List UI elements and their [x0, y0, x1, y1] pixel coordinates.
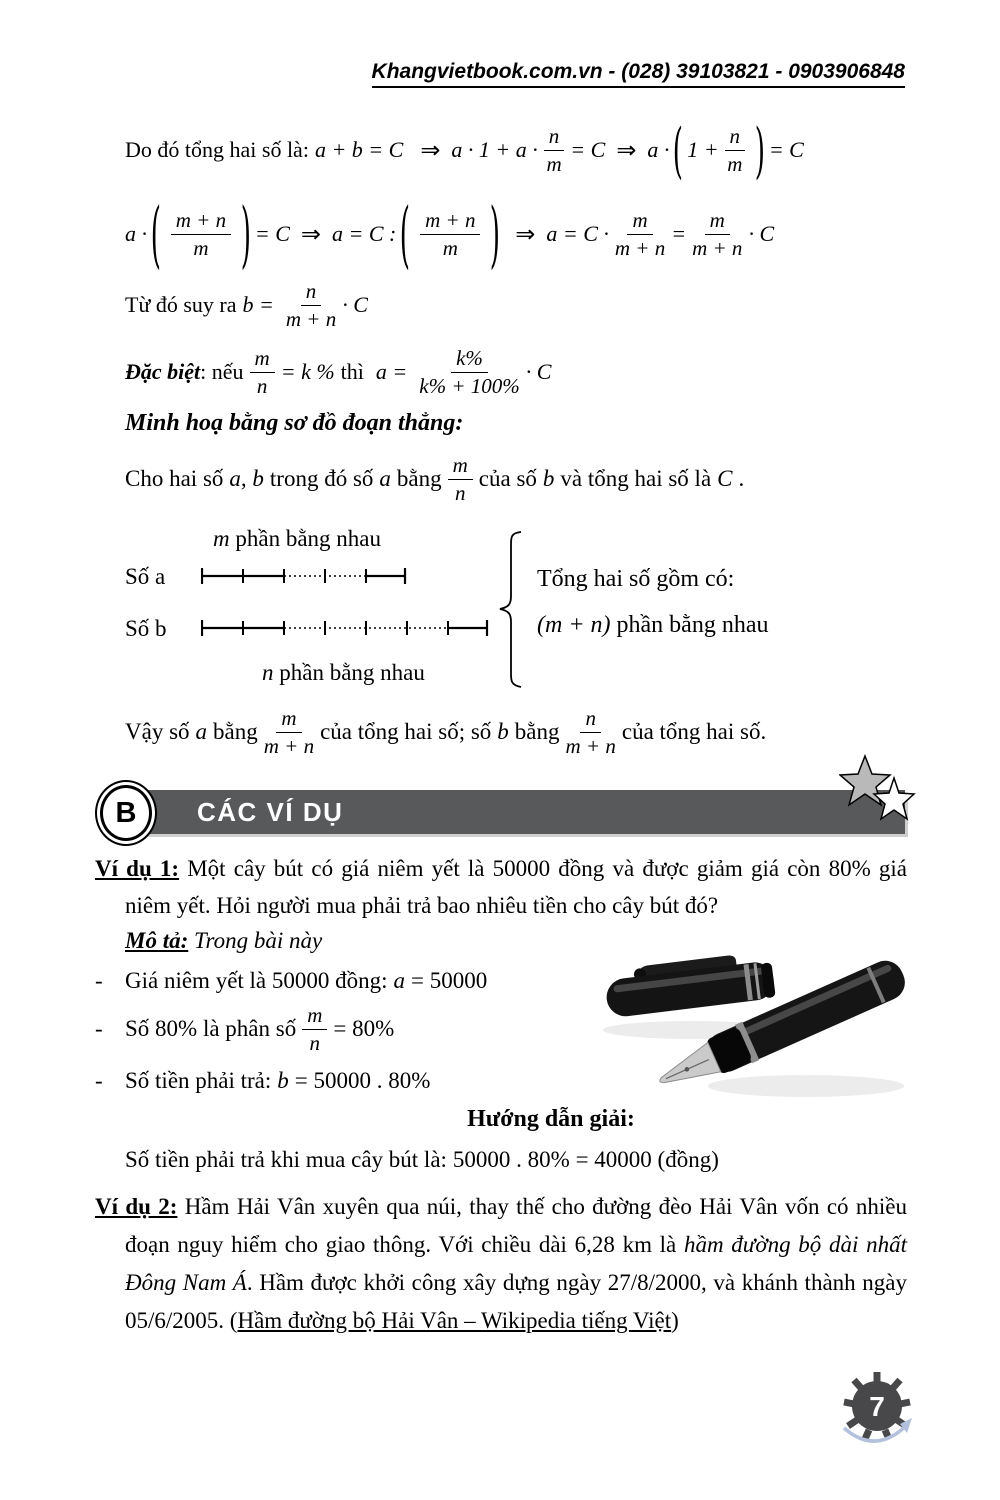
solution-line — [125, 1140, 725, 1180]
derivation-line-1 — [125, 110, 804, 190]
big-paren-close: ) — [240, 191, 252, 277]
segment-line-b — [201, 618, 489, 638]
math: a + b = C — [314, 137, 404, 162]
math: · C — [525, 359, 552, 384]
math: a — [379, 466, 391, 491]
example-2-text-1: Hầm Hải Vân xuyên qua núi, thay thế cho đường đèo Hải Vân vốn có nhiều đoạn nguy hiểm cho giao thông. Với chiều dài 6,28 km là — [125, 1194, 908, 1257]
bullet-1 — [95, 962, 487, 1000]
dac-biet-label: Đặc biệt — [125, 359, 201, 384]
lead-text: Từ đó suy ra — [125, 292, 237, 317]
segment-diagram — [125, 524, 905, 699]
implies-icon: ⇒ — [300, 220, 322, 248]
pen-cap — [603, 950, 776, 1018]
math-var: a — [393, 968, 406, 993]
text: của tổng hai số; số — [320, 719, 492, 744]
big-paren-open: ( — [150, 191, 162, 277]
math: a = — [375, 359, 408, 384]
mota-label: Mô tả: — [125, 928, 189, 953]
intro-line — [125, 448, 744, 510]
stars-decoration — [839, 754, 917, 834]
text: . — [738, 466, 745, 491]
math: b = — [242, 292, 274, 317]
section-badge — [95, 780, 157, 846]
text: của số — [478, 466, 537, 491]
fraction: $\frac{n}{m}$ — [725, 124, 746, 175]
text: bằng — [514, 719, 560, 744]
illustration-heading: Minh hoạ bằng sơ đồ đoạn thẳng: — [125, 410, 464, 436]
example-2-text-3: ) — [671, 1308, 679, 1333]
math: = k % — [280, 359, 335, 384]
lead-text: Do đó tổng hai số là: — [125, 137, 309, 162]
math: = C — [768, 137, 804, 162]
math: = 50000 . 80% — [294, 1068, 431, 1093]
text: Cho hai số — [125, 466, 224, 491]
implies-icon: ⇒ — [420, 136, 441, 164]
math: a · — [647, 137, 670, 162]
brace-icon — [497, 530, 525, 690]
fraction: $\frac{m + n}{m}$ — [420, 208, 480, 259]
derivation-line-3 — [125, 274, 368, 336]
fraction: $\frac{m}{n}$ — [448, 453, 473, 504]
text: và tổng hai số là — [560, 466, 712, 491]
bullet-1-text: Giá niêm yết là 50000 đồng: — [125, 968, 388, 993]
dash: - — [95, 1016, 103, 1041]
math: = 80% — [333, 1016, 395, 1041]
dash: - — [95, 968, 103, 993]
math: a, b — [229, 466, 264, 491]
fraction: $\frac{m}{n}$ — [302, 1003, 327, 1054]
fraction: $\frac{m + n}{m}$ — [171, 208, 231, 259]
example-1-paragraph — [95, 850, 907, 924]
note-line-2: (m + n) phần bằng nhau — [537, 612, 769, 638]
fraction: $\frac{k\%}{k\% + 100\%}$ — [419, 346, 520, 398]
segment-line-a — [201, 566, 407, 586]
derivation-line-4 — [125, 338, 551, 406]
bullet-2-text: Số 80% là phân số — [125, 1016, 297, 1041]
row-a-label: Số a — [125, 564, 166, 589]
math: · C — [342, 292, 368, 317]
math: a — [195, 719, 208, 744]
star-icons — [839, 754, 917, 834]
fraction: $\frac{m}{n}$ — [250, 346, 275, 397]
big-paren-open: ( — [673, 115, 684, 185]
big-paren-close: ) — [490, 191, 501, 277]
text: bằng — [396, 466, 442, 491]
lead-text: : nếu — [200, 359, 244, 384]
section-badge-letter: B — [100, 785, 152, 841]
implies-icon: ⇒ — [616, 136, 637, 164]
text: bằng — [213, 719, 258, 744]
solution-math: 50000 . 80% = 40000 (đồng) — [452, 1147, 719, 1172]
text: Vậy số — [125, 719, 190, 744]
math: · C — [748, 221, 775, 246]
math-var: b — [277, 1068, 289, 1093]
big-paren-close: ) — [754, 115, 766, 185]
bullet-2 — [95, 998, 394, 1060]
math: C — [717, 466, 733, 491]
fraction: $\frac{n}{m + n}$ — [565, 706, 616, 758]
math: 1 + — [687, 137, 719, 162]
note-line-1: Tổng hai số gồm có: — [537, 566, 735, 592]
math: b — [542, 466, 555, 491]
math: = C — [570, 137, 606, 162]
section-header — [95, 780, 905, 846]
math: a = C · — [546, 221, 609, 246]
fraction: $\frac{m}{m + n}$ — [692, 208, 743, 260]
math: a · 1 + a · — [451, 137, 538, 162]
example-2-emphasis: hầm đường bộ dài nhất Đông Nam Á — [125, 1232, 907, 1295]
conclusion-line — [125, 700, 766, 764]
solution-text: Số tiền phải trả khi mua cây bút là: — [125, 1147, 447, 1172]
bullet-3 — [95, 1062, 430, 1100]
diagram-note — [537, 556, 774, 648]
mota-text: Trong bài này — [194, 928, 323, 953]
fraction: $\frac{m}{m + n}$ — [263, 706, 315, 758]
text: trong đó số — [269, 466, 374, 491]
solution-title: Hướng dẫn giải: — [467, 1106, 635, 1132]
section-title: CÁC VÍ DỤ — [197, 797, 344, 827]
bullet-3-text: Số tiền phải trả: — [125, 1068, 272, 1093]
example-1-body: Một cây bút có giá niêm yết là 50000 đồng và được giảm giá còn 80% giá niêm yết. Hỏi người mua phải trả bao nhiêu tiền cho cây bút đó? — [125, 856, 908, 918]
fountain-pen-photo — [588, 926, 920, 1112]
fraction: $\frac{n}{m}$ — [544, 124, 565, 175]
example-2-text-2: . Hầm được khởi công xây dựng ngày 27/8/2000, và khánh thành ngày 05/6/2005. ( — [125, 1270, 907, 1333]
page-number: 7 — [869, 1391, 885, 1422]
big-paren-open: ( — [400, 191, 411, 277]
implies-icon: ⇒ — [515, 220, 536, 248]
wikipedia-link: Hầm đường bộ Hải Vân – Wikipedia tiếng Việt — [237, 1308, 672, 1333]
text: thì — [340, 359, 364, 384]
mota-line — [125, 928, 322, 954]
derivation-line-2 — [125, 192, 774, 276]
math: = 50000 — [411, 968, 488, 993]
math: = C — [254, 221, 290, 246]
fraction: $\frac{n}{m + n}$ — [285, 279, 337, 331]
site-header: Khangvietbook.com.vn - (028) 39103821 - 0903906848 — [372, 60, 905, 88]
page-number-gear-icon — [836, 1366, 918, 1458]
math: b — [497, 719, 509, 744]
example-2-label: Ví dụ 2: — [95, 1194, 178, 1219]
dash: - — [95, 1068, 103, 1093]
fraction: $\frac{m}{m + n}$ — [614, 208, 666, 260]
math: a · — [125, 221, 147, 246]
diagram-top-label: m phần bằng nhau — [213, 526, 382, 551]
row-b-label: Số b — [125, 616, 167, 641]
diagram-bottom-label: n phần bằng nhau — [262, 660, 425, 685]
text: của tổng hai số. — [621, 719, 767, 744]
example-1-label: Ví dụ 1: — [95, 856, 180, 881]
math: = — [671, 221, 687, 246]
math: a = C : — [332, 221, 397, 246]
example-2-paragraph — [95, 1188, 907, 1340]
